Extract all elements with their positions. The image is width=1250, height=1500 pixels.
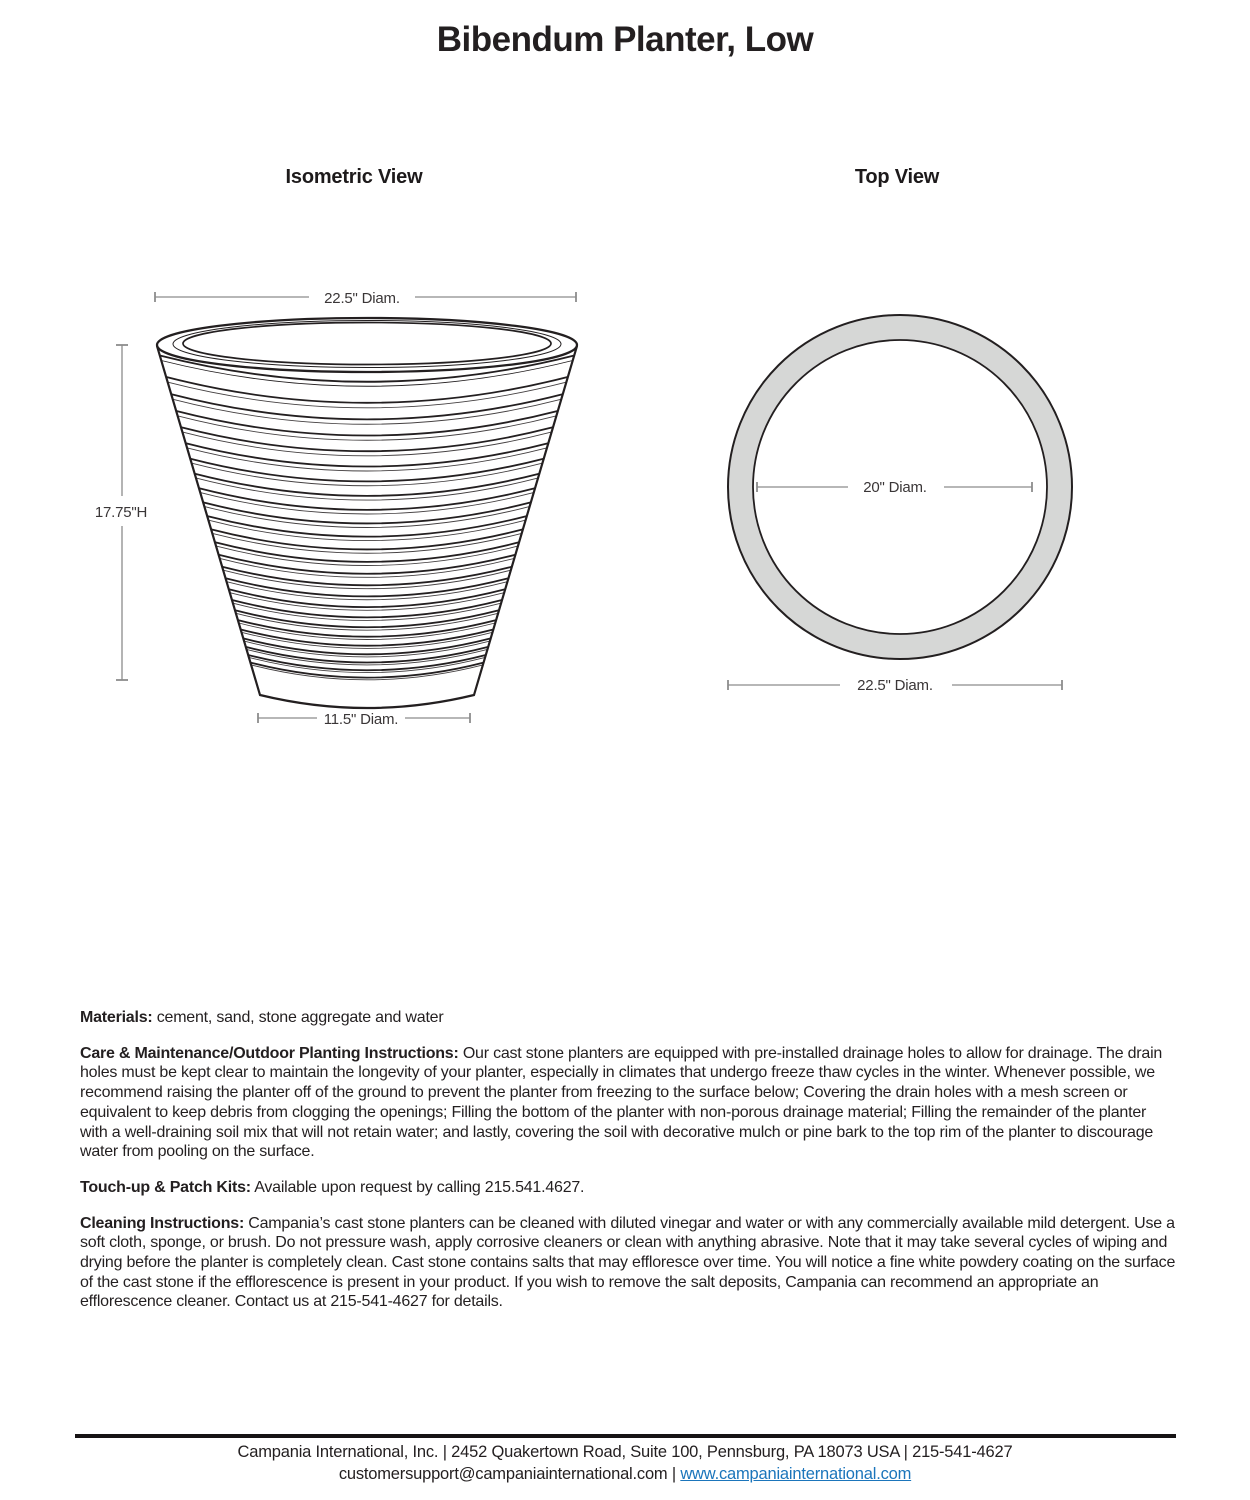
isometric-drawing (85, 280, 605, 740)
section-care-maintenance-text: Our cast stone planters are equipped with pre-installed drainage holes to allow for drainage. The drain holes must be kept clear to maintain the longevity of your planter, especially in climates that undergo freeze thaw cycles in the winter. Whenever possible, we recommend raising the planter off of the ground to prevent the planter from freezing to the surface below; Covering the drain holes with a mesh screen or equivalent to keep debris from clogging the openings; Filling the bottom of the planter with non-porous drainage material; Filling the remainder of the planter with a well-draining soil mix that will not retain water; and lastly, covering the soil with decorative mulch or pine bark to the top rim of the planter to discourage water from pooling on the surface. (80, 1044, 1163, 1161)
top-view-label: Top View (854, 166, 940, 188)
section-materials-label: Materials: (80, 1009, 153, 1026)
planter-outline (157, 318, 577, 708)
section-materials-text: cement, sand, stone aggregate and water (156, 1009, 444, 1026)
section-cleaning-text: Campania’s cast stone planters can be cleaned with diluted vinegar and water or with any commercially available mild detergent. Use a soft cloth, sponge, or brush. Do not pressure wash, apply corrosive cleaners or clean with anything abrasive. Note that it may take several cycles of wiping and drying before the planter is completely clean. Cast stone contains salts that may effloresce over time. You will notice a fine white powdery coating on the surface of the cast stone if the efflorescence is present in your product. If you wish to remove the salt deposits, Campania can recommend an appropriate an efflorescence cleaner. Contact us at 215-541-4627 for details. (80, 1214, 1176, 1311)
footer-divider (75, 1434, 1176, 1438)
iso-height-label: 17.75"H (94, 504, 148, 521)
isometric-view-label: Isometric View (285, 166, 423, 188)
iso-top-diameter-dimension (155, 290, 576, 307)
footer-email: customersupport@campaniainternational.com (338, 1465, 668, 1483)
footer-contact-line (0, 1465, 1250, 1484)
section-materials (80, 1008, 1176, 1028)
top-outer-diameter-label: 22.5" Diam. (857, 677, 933, 694)
section-touch-up-kits-label: Touch-up & Patch Kits: (80, 1178, 251, 1196)
section-touch-up-kits (80, 1178, 1176, 1198)
footer-company-line: Campania International, Inc. | 2452 Quakertown Road, Suite 100, Pennsburg, PA 18073 USA | 215-541-4627 (237, 1443, 1013, 1461)
iso-height-dimension (95, 345, 147, 680)
top-outer-diameter-dimension (728, 677, 1062, 694)
section-cleaning-label: Cleaning Instructions: (80, 1214, 245, 1232)
iso-bottom-diameter-dimension (258, 711, 470, 728)
top-view-drawing (700, 300, 1100, 710)
iso-top-diameter-label: 22.5" Diam. (324, 290, 400, 307)
section-cleaning (80, 1214, 1176, 1313)
planter-ribs (166, 377, 567, 680)
page-title: Bibendum Planter, Low (436, 20, 814, 59)
section-touch-up-kits-text: Available upon request by calling 215.541.4627. (254, 1178, 585, 1196)
footer-website-link[interactable]: www.campaniainternational.com (680, 1465, 912, 1483)
section-care-maintenance (80, 1044, 1176, 1162)
top-inner-diameter-label: 20" Diam. (863, 479, 927, 496)
section-care-maintenance-label: Care & Maintenance/Outdoor Planting Instructions: (80, 1044, 459, 1062)
footer-separator: | (667, 1465, 681, 1483)
instructions-text-block (80, 1008, 1176, 1328)
iso-bottom-diameter-label: 11.5" Diam. (323, 711, 399, 728)
